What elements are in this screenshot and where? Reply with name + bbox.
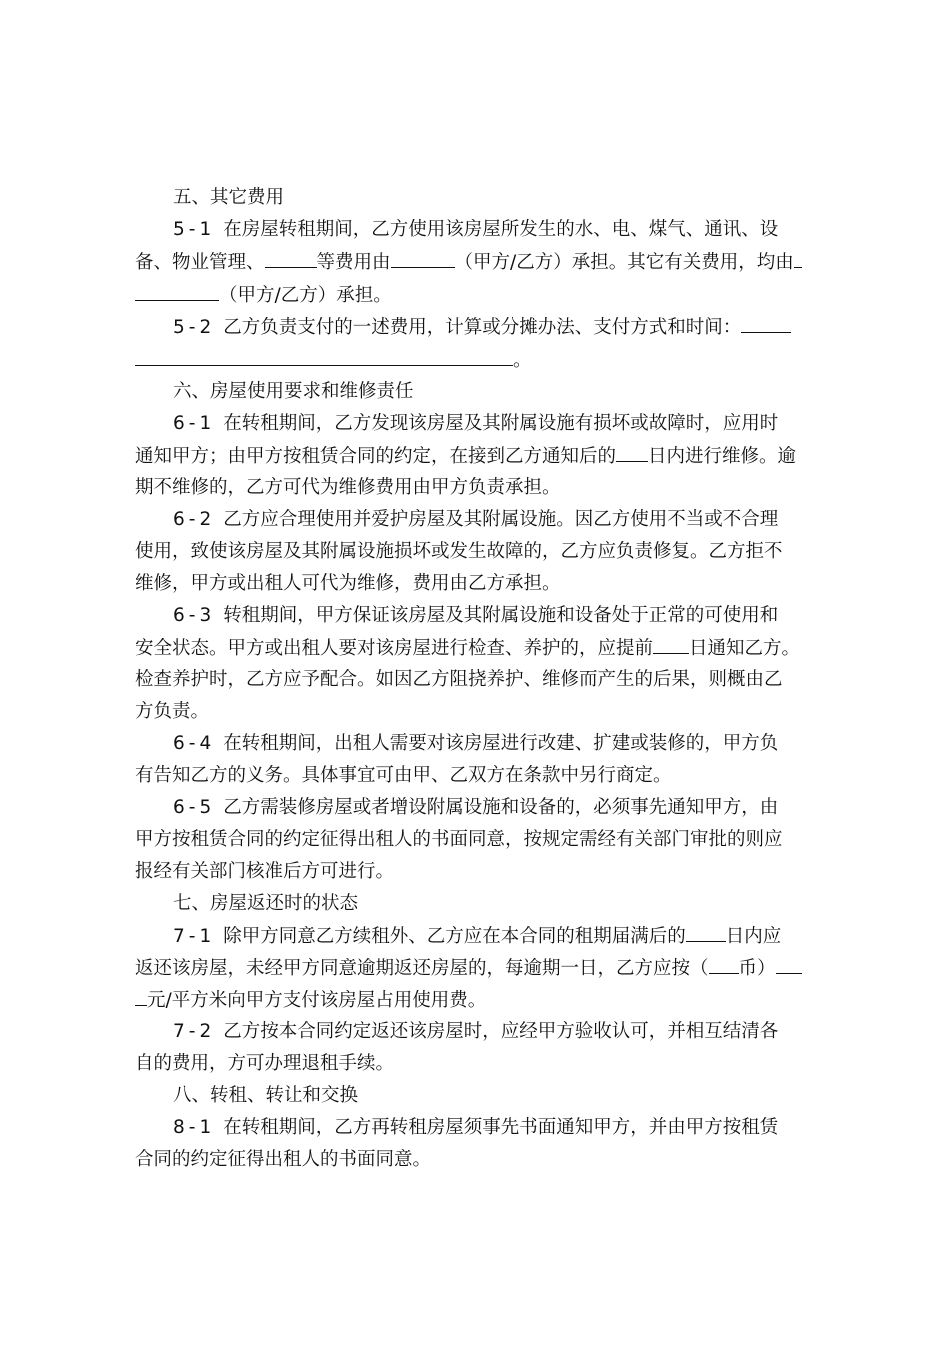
fill-blank: [776, 952, 802, 974]
clause-6-3-line-1: 6-3 转租期间，甲方保证该房屋及其附属设施和设备处于正常的可使用和: [173, 605, 779, 626]
clause-5-2-line-1: 5-2 乙方负责支付的一述费用，计算或分摊办法、支付方式和时间：: [173, 311, 791, 343]
clause-number: 7-2: [173, 1021, 216, 1042]
clause-7-1-line-2: 返还该房屋，未经甲方同意逾期返还房屋的，每逾期一日，乙方应按（ 币）: [135, 952, 802, 984]
clause-6-1-line-3: 期不维修的，乙方可代为维修费用由甲方负责承担。: [135, 477, 561, 498]
clause-number: 6-5: [173, 797, 216, 818]
fill-blank: [135, 344, 513, 366]
clause-7-1-line-3: 元/平方米向甲方支付该房屋占用使用费。: [135, 984, 486, 1016]
fill-blank: [686, 920, 726, 942]
clause-6-3-line-3: 检查养护时，乙方应予配合。如因乙方阻挠养护、维修而产生的后果，则概由乙: [135, 669, 783, 690]
clause-6-4-line-2: 有告知乙方的义务。具体事宜可由甲、乙双方在条款中另行商定。: [135, 765, 672, 786]
clause-5-1-line-3: （甲方/乙方）承担。: [135, 279, 392, 311]
clause-7-2-line-2: 自的费用，方可办理退租手续。: [135, 1053, 395, 1074]
fill-blank: [709, 952, 739, 974]
clause-number: 6-4: [173, 733, 216, 754]
clause-6-5-line-1: 6-5 乙方需装修房屋或者增设附属设施和设备的，必须事先通知甲方，由: [173, 797, 779, 818]
clause-5-2-line-2: 。: [135, 344, 532, 376]
clause-6-2-line-2: 使用，致使该房屋及其附属设施损坏或发生故障的，乙方应负责修复。乙方拒不: [135, 541, 783, 562]
clause-6-3-line-4: 方负责。: [135, 701, 210, 722]
section-5-heading: 五、其它费用: [173, 187, 285, 208]
clause-6-1-line-2: 通知甲方；由甲方按租赁合同的约定，在接到乙方通知后的 日内进行维修。逾: [135, 440, 796, 472]
clause-7-2-line-1: 7-2 乙方按本合同约定返还该房屋时，应经甲方验收认可，并相互结清各: [173, 1021, 779, 1042]
clause-5-1-line-1: 5-1 在房屋转租期间，乙方使用该房屋所发生的水、电、煤气、通讯、设: [173, 219, 779, 240]
clause-6-5-line-3: 报经有关部门核准后方可进行。: [135, 861, 395, 882]
clause-8-1-line-1: 8-1 在转租期间，乙方再转租房屋须事先书面通知甲方，并由甲方按租赁: [173, 1117, 779, 1138]
section-6-heading: 六、房屋使用要求和维修责任: [173, 381, 414, 402]
fill-blank: [741, 311, 791, 333]
clause-6-1-line-1: 6-1 在转租期间，乙方发现该房屋及其附属设施有损坏或故障时，应用时: [173, 413, 779, 434]
fill-blank: [794, 246, 802, 268]
clause-5-1-line-2: 备、物业管理、 等费用由 （甲方/乙方）承担。其它有关费用，均由: [135, 246, 802, 278]
clause-6-5-line-2: 甲方按租赁合同的约定征得出租人的书面同意，按规定需经有关部门审批的则应: [135, 829, 783, 850]
clause-number: 7-1: [173, 926, 216, 947]
clause-6-4-line-1: 6-4 在转租期间，出租人需要对该房屋进行改建、扩建或装修的，甲方负: [173, 733, 779, 754]
clause-number: 5-1: [173, 219, 216, 240]
clause-number: 6-1: [173, 413, 216, 434]
fill-blank: [135, 984, 147, 1006]
clause-6-2-line-3: 维修，甲方或出租人可代为维修，费用由乙方承担。: [135, 573, 561, 594]
clause-7-1-line-1: 7-1 除甲方同意乙方续租外、乙方应在本合同的租期届满后的 日内应: [173, 920, 781, 952]
section-7-heading: 七、房屋返还时的状态: [173, 893, 359, 914]
fill-blank: [616, 440, 648, 462]
clause-6-2-line-1: 6-2 乙方应合理使用并爱护房屋及其附属设施。因乙方使用不当或不合理: [173, 509, 779, 530]
fill-blank: [653, 632, 689, 654]
fill-blank: [265, 246, 317, 268]
clause-number: 5-2: [173, 317, 216, 338]
clause-number: 8-1: [173, 1117, 216, 1138]
section-8-heading: 八、转租、转让和交换: [173, 1085, 359, 1106]
fill-blank: [391, 246, 455, 268]
clause-number: 6-3: [173, 605, 216, 626]
clause-6-3-line-2: 安全状态。甲方或出租人要对该房屋进行检查、养护的，应提前 日通知乙方。: [135, 632, 800, 664]
fill-blank: [135, 279, 219, 301]
clause-8-1-line-2: 合同的约定征得出租人的书面同意。: [135, 1149, 432, 1170]
clause-number: 6-2: [173, 509, 216, 530]
